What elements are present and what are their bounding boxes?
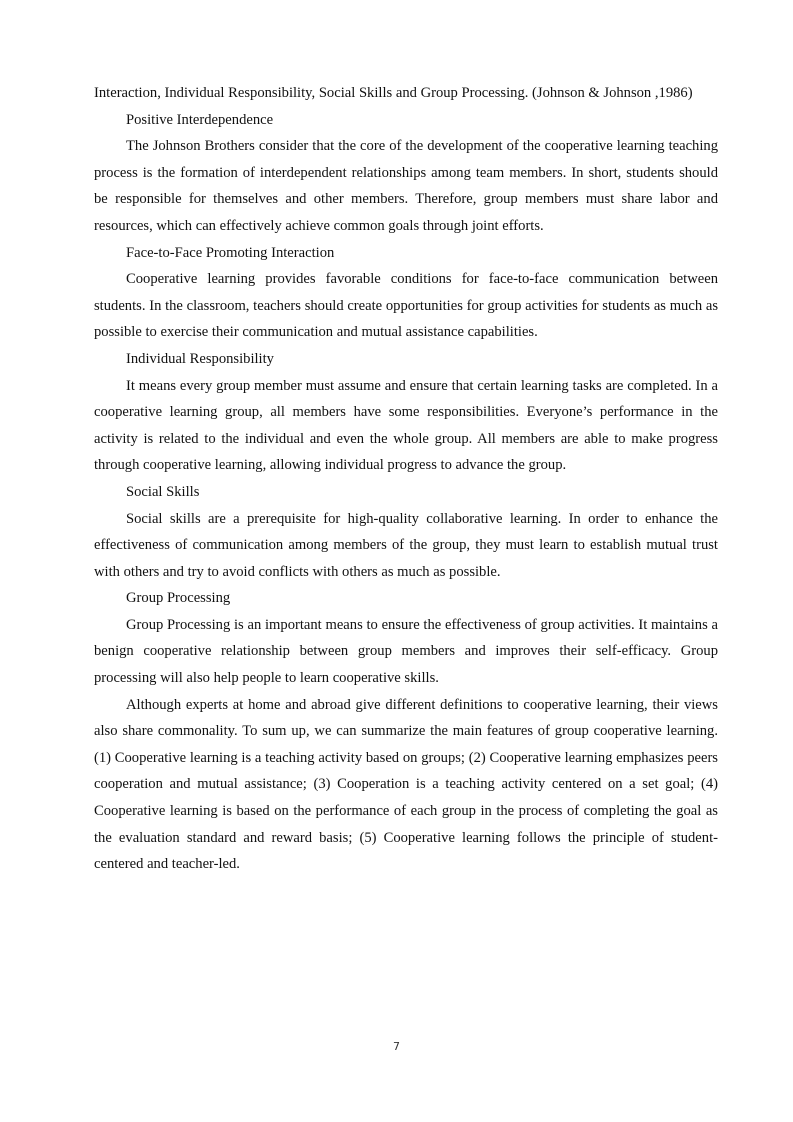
continued-paragraph: Interaction, Individual Responsibility, Social Skills and Group Processing. (Johnson & Johnson ,1986) [94,85,693,101]
paragraph-face-to-face-interaction: Cooperative learning provides favorable conditions for face-to-face communication between students. In the classroom, teachers should create opportunities for group activities for students as much as possible to exercise their communication and mutual assistance capabilities. [94,271,718,341]
paragraph-positive-interdependence: The Johnson Brothers consider that the core of the development of the cooperative learning teaching process is the formation of interdependent relationships among team members. In short, students should be responsible for themselves and other members. Therefore, group members must share labor and resources, which can effectively achieve common goals through joint efforts. [94,138,718,234]
paragraph-individual-responsibility: It means every group member must assume and ensure that certain learning tasks are completed. In a cooperative learning group, all members have some responsibilities. Everyone’s performance in the activity is related to the individual and even the whole group. All members are able to make progress through cooperative learning, allowing individual progress to advance the group. [94,377,718,474]
paragraph-group-processing: Group Processing is an important means to ensure the effectiveness of group activities. It maintains a benign cooperative relationship between group members and improves their self-efficacy. Group processing will also help people to learn cooperative skills. [94,616,718,687]
page-body [94,80,718,878]
page-number: 7 [393,1040,400,1053]
paragraph-summary: Although experts at home and abroad give different definitions to cooperative learning, their views also share commonality. To sum up, we can summarize the main features of group cooperative learning. (1) Cooperative learning is a teaching activity based on groups; (2) Cooperative learning emphasizes peers cooperation and mutual assistance; (3) Cooperation is a teaching activity centered on a set goal; (4) Cooperative learning is based on the performance of each group in the process of completing the goal as the evaluation standard and reward basis; (5) Cooperative learning follows the principle of student-centered and teacher-led. [94,696,718,873]
heading-positive-interdependence: Positive Interdependence [126,111,274,128]
heading-face-to-face-interaction: Face-to-Face Promoting Interaction [126,244,335,261]
paragraph-social-skills: Social skills are a prerequisite for high-quality collaborative learning. In order to enhance the effectiveness of communication among members of the group, they must learn to establish mutual trust with others and try to avoid conflicts with others as much as possible. [94,510,718,580]
heading-group-processing: Group Processing [126,590,231,607]
heading-social-skills: Social Skills [126,483,200,500]
heading-individual-responsibility: Individual Responsibility [126,350,274,367]
